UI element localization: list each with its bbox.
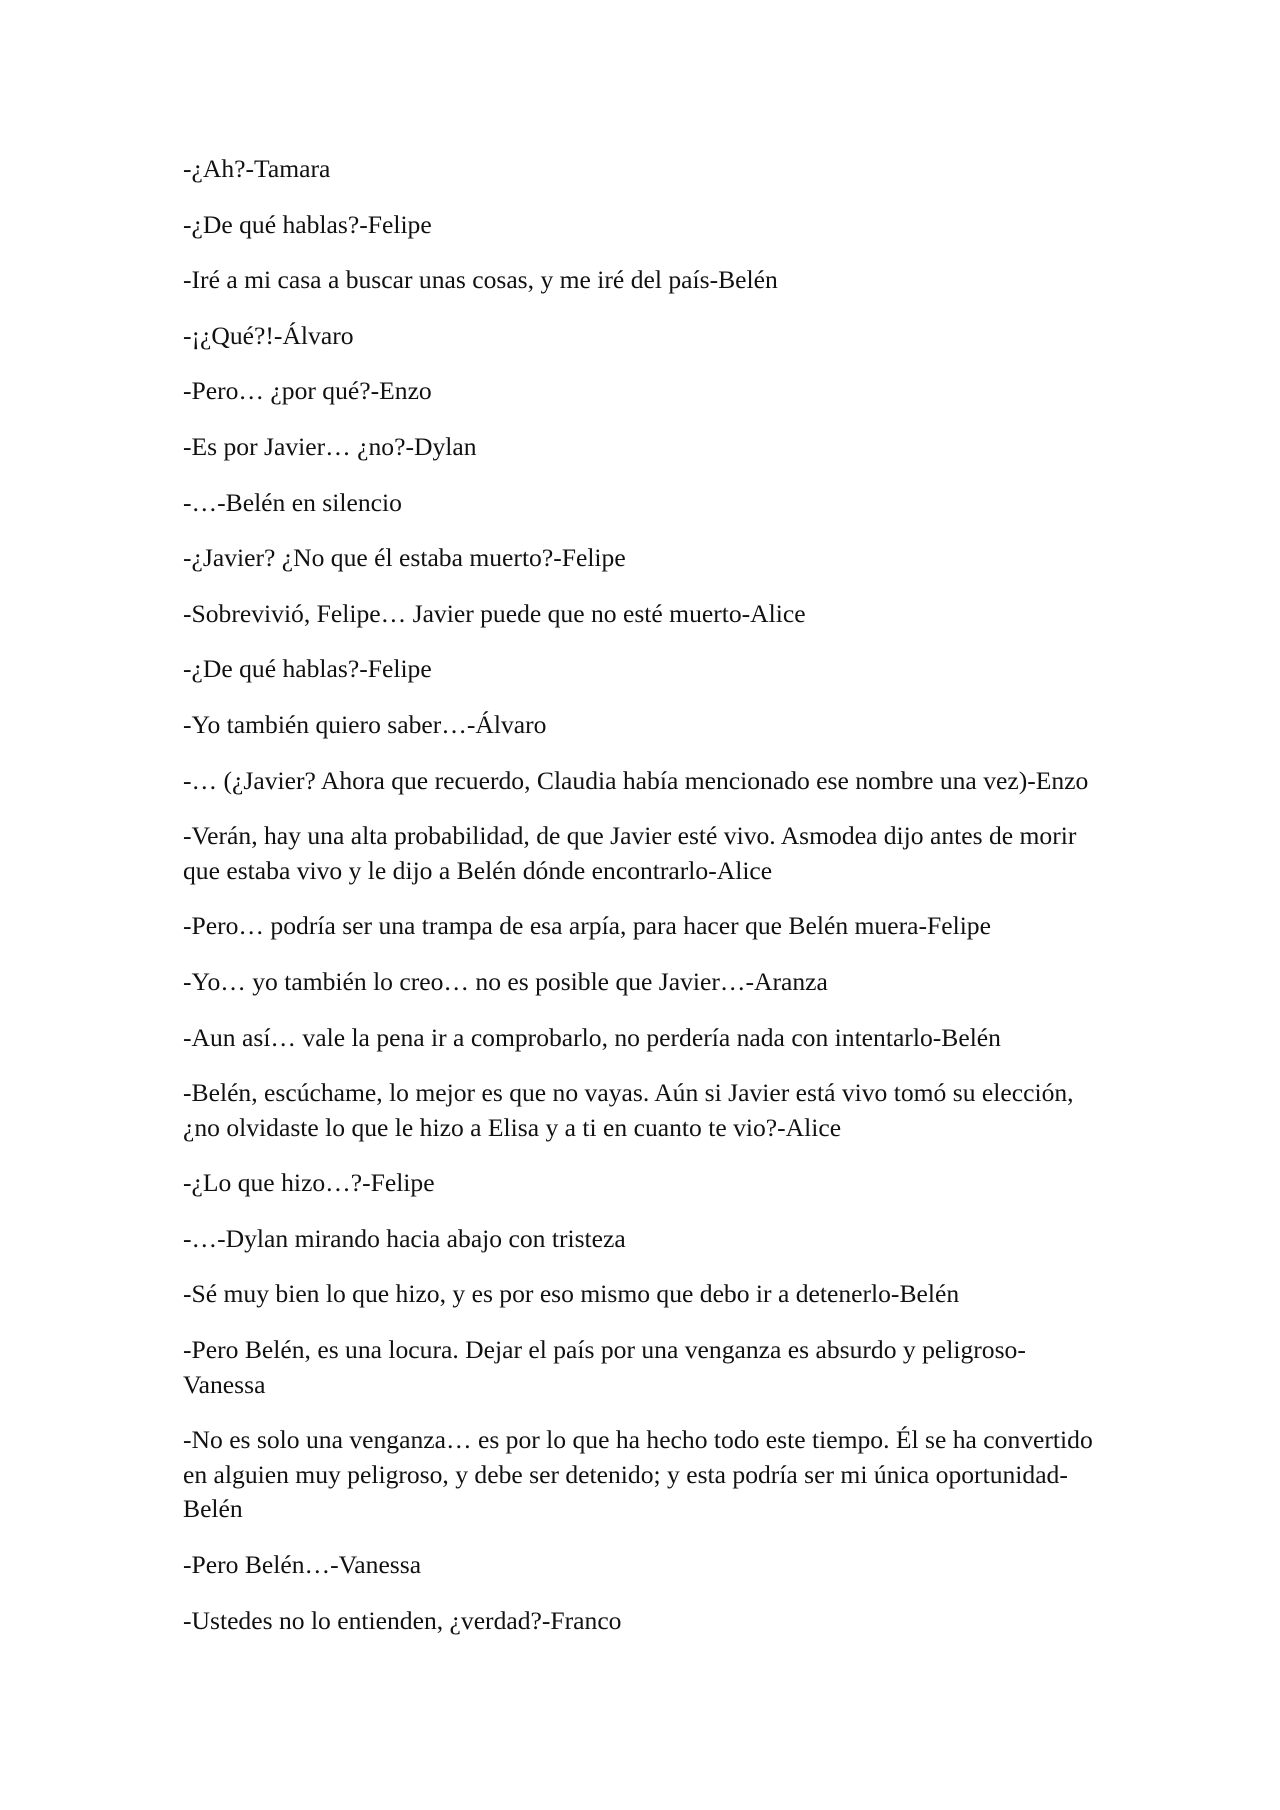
dialogue-line: -Pero… ¿por qué?-Enzo	[183, 376, 432, 406]
dialogue-line: -Pero Belén…-Vanessa	[183, 1550, 422, 1580]
dialogue-line: -¡¿Qué?!-Álvaro	[183, 320, 354, 350]
dialogue-line: -…-Belén en silencio	[183, 487, 402, 517]
dialogue-line: -Yo… yo también lo creo… no es posible que Javier…-Aranza	[183, 966, 828, 996]
dialogue-line: -…-Dylan mirando hacia abajo con tristeza	[183, 1223, 626, 1253]
dialogue-line: -¿Lo que hizo…?-Felipe	[183, 1168, 435, 1198]
dialogue-line: -… (¿Javier? Ahora que recuerdo, Claudia había mencionado ese nombre una vez)-Enzo	[183, 765, 1089, 795]
dialogue-line: -Es por Javier… ¿no?-Dylan	[183, 431, 477, 461]
dialogue-line: -Pero… podría ser una trampa de esa arpía, para hacer que Belén muera-Felipe	[183, 911, 991, 941]
dialogue-line: -No es solo una venganza… es por lo que ha hecho todo este tiempo. Él se ha convertido en alguien muy peligroso, y debe ser detenido; y esta podría ser mi única oportunidad-Belén	[183, 1425, 1093, 1524]
dialogue-line: -Pero Belén, es una locura. Dejar el país por una venganza es absurdo y peligroso-Vanessa	[183, 1335, 1026, 1399]
dialogue-line: -Verán, hay una alta probabilidad, de que Javier esté vivo. Asmodea dijo antes de morir que estaba vivo y le dijo a Belén dónde encontrarlo-Alice	[183, 821, 1077, 885]
dialogue-line: -Iré a mi casa a buscar unas cosas, y me iré del país-Belén	[183, 265, 778, 295]
dialogue-line: -Sé muy bien lo que hizo, y es por eso mismo que debo ir a detenerlo-Belén	[183, 1279, 960, 1309]
dialogue-line: -¿De qué hablas?-Felipe	[183, 209, 432, 239]
dialogue-line: -¿Javier? ¿No que él estaba muerto?-Felipe	[183, 543, 626, 573]
dialogue-line: -Aun así… vale la pena ir a comprobarlo, no perdería nada con intentarlo-Belén	[183, 1022, 1001, 1052]
dialogue-line: -Belén, escúchame, lo mejor es que no vayas. Aún si Javier está vivo tomó su elección, ¿no olvidaste lo que le hizo a Elisa y a ti en cuanto te vio?-Alice	[183, 1078, 1074, 1142]
dialogue-line: -¿Ah?-Tamara	[183, 154, 331, 183]
dialogue-line: -Ustedes no lo entienden, ¿verdad?-Franco	[183, 1605, 622, 1635]
document-page	[183, 152, 1103, 1659]
dialogue-line: -¿De qué hablas?-Felipe	[183, 654, 432, 684]
dialogue-line: -Sobrevivió, Felipe… Javier puede que no esté muerto-Alice	[183, 598, 806, 628]
dialogue-line: -Yo también quiero saber…-Álvaro	[183, 709, 547, 739]
